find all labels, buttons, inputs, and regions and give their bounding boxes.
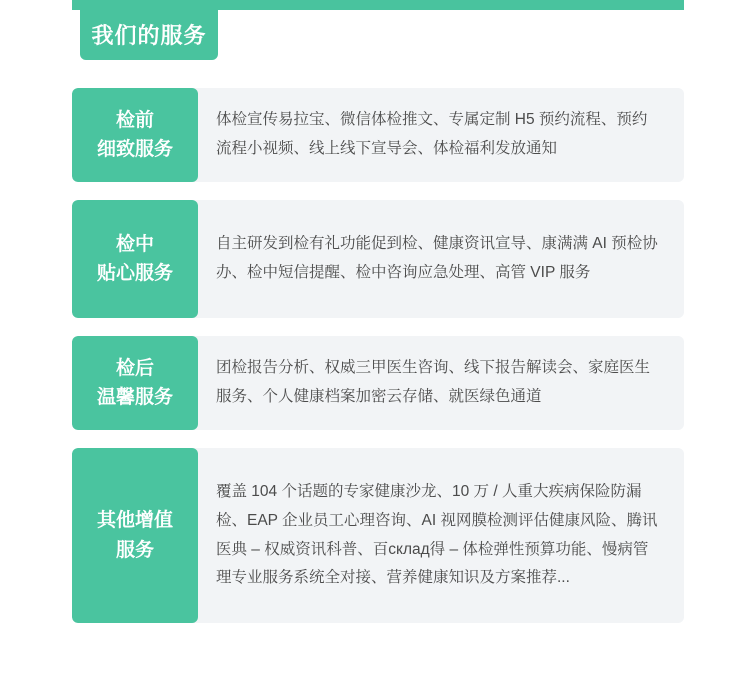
service-row-label-line1: 检前 xyxy=(115,109,154,131)
service-row-description: 自主研发到检有礼功能促到检、健康资讯宣导、康满满 AI 预检协办、检中短信提醒、检中咨询应急处理、高管 VIP 服务 xyxy=(216,235,658,281)
service-row-label xyxy=(72,88,198,182)
service-list xyxy=(72,88,684,641)
service-row-body xyxy=(198,88,684,182)
service-row-label-line2: 细致服务 xyxy=(96,139,173,160)
service-row xyxy=(72,88,684,182)
service-row-label-line2: 服务 xyxy=(115,539,154,561)
service-row-label xyxy=(72,448,198,623)
service-row-label-line1: 检中 xyxy=(115,233,154,255)
service-row-label-line2: 温馨服务 xyxy=(96,387,173,408)
service-row-label-line2: 贴心服务 xyxy=(96,263,173,284)
service-row xyxy=(72,448,684,623)
service-row-description: 体检宣传易拉宝、微信体检推文、专属定制 H5 预约流程、预约流程小视频、线上线下宣导会、体检福利发放通知 xyxy=(216,111,648,157)
service-row xyxy=(72,336,684,430)
service-row-description: 覆盖 104 个话题的专家健康沙龙、10 万 / 人重大疾病保险防漏检、EAP 企业员工心理咨询、AI 视网膜检测评估健康风险、腾讯医典 – 权威资讯科普、百склад得 – 体检弹性预算功能、慢病管理专业服务系统全对接、营养健康知识及方案推荐... xyxy=(216,483,658,587)
service-row-body xyxy=(198,200,684,318)
section-title-tab xyxy=(80,8,218,60)
service-row-label xyxy=(72,200,198,318)
section-title-text: 我们的服务 xyxy=(91,22,207,48)
service-row-body xyxy=(198,448,684,623)
service-row-label-line1: 检后 xyxy=(115,357,154,379)
service-row-description: 团检报告分析、权威三甲医生咨询、线下报告解读会、家庭医生服务、个人健康档案加密云存储、就医绿色通道 xyxy=(216,359,651,405)
service-row-body xyxy=(198,336,684,430)
service-row xyxy=(72,200,684,318)
service-row-label xyxy=(72,336,198,430)
service-row-label-line1: 其他增值 xyxy=(96,510,173,532)
